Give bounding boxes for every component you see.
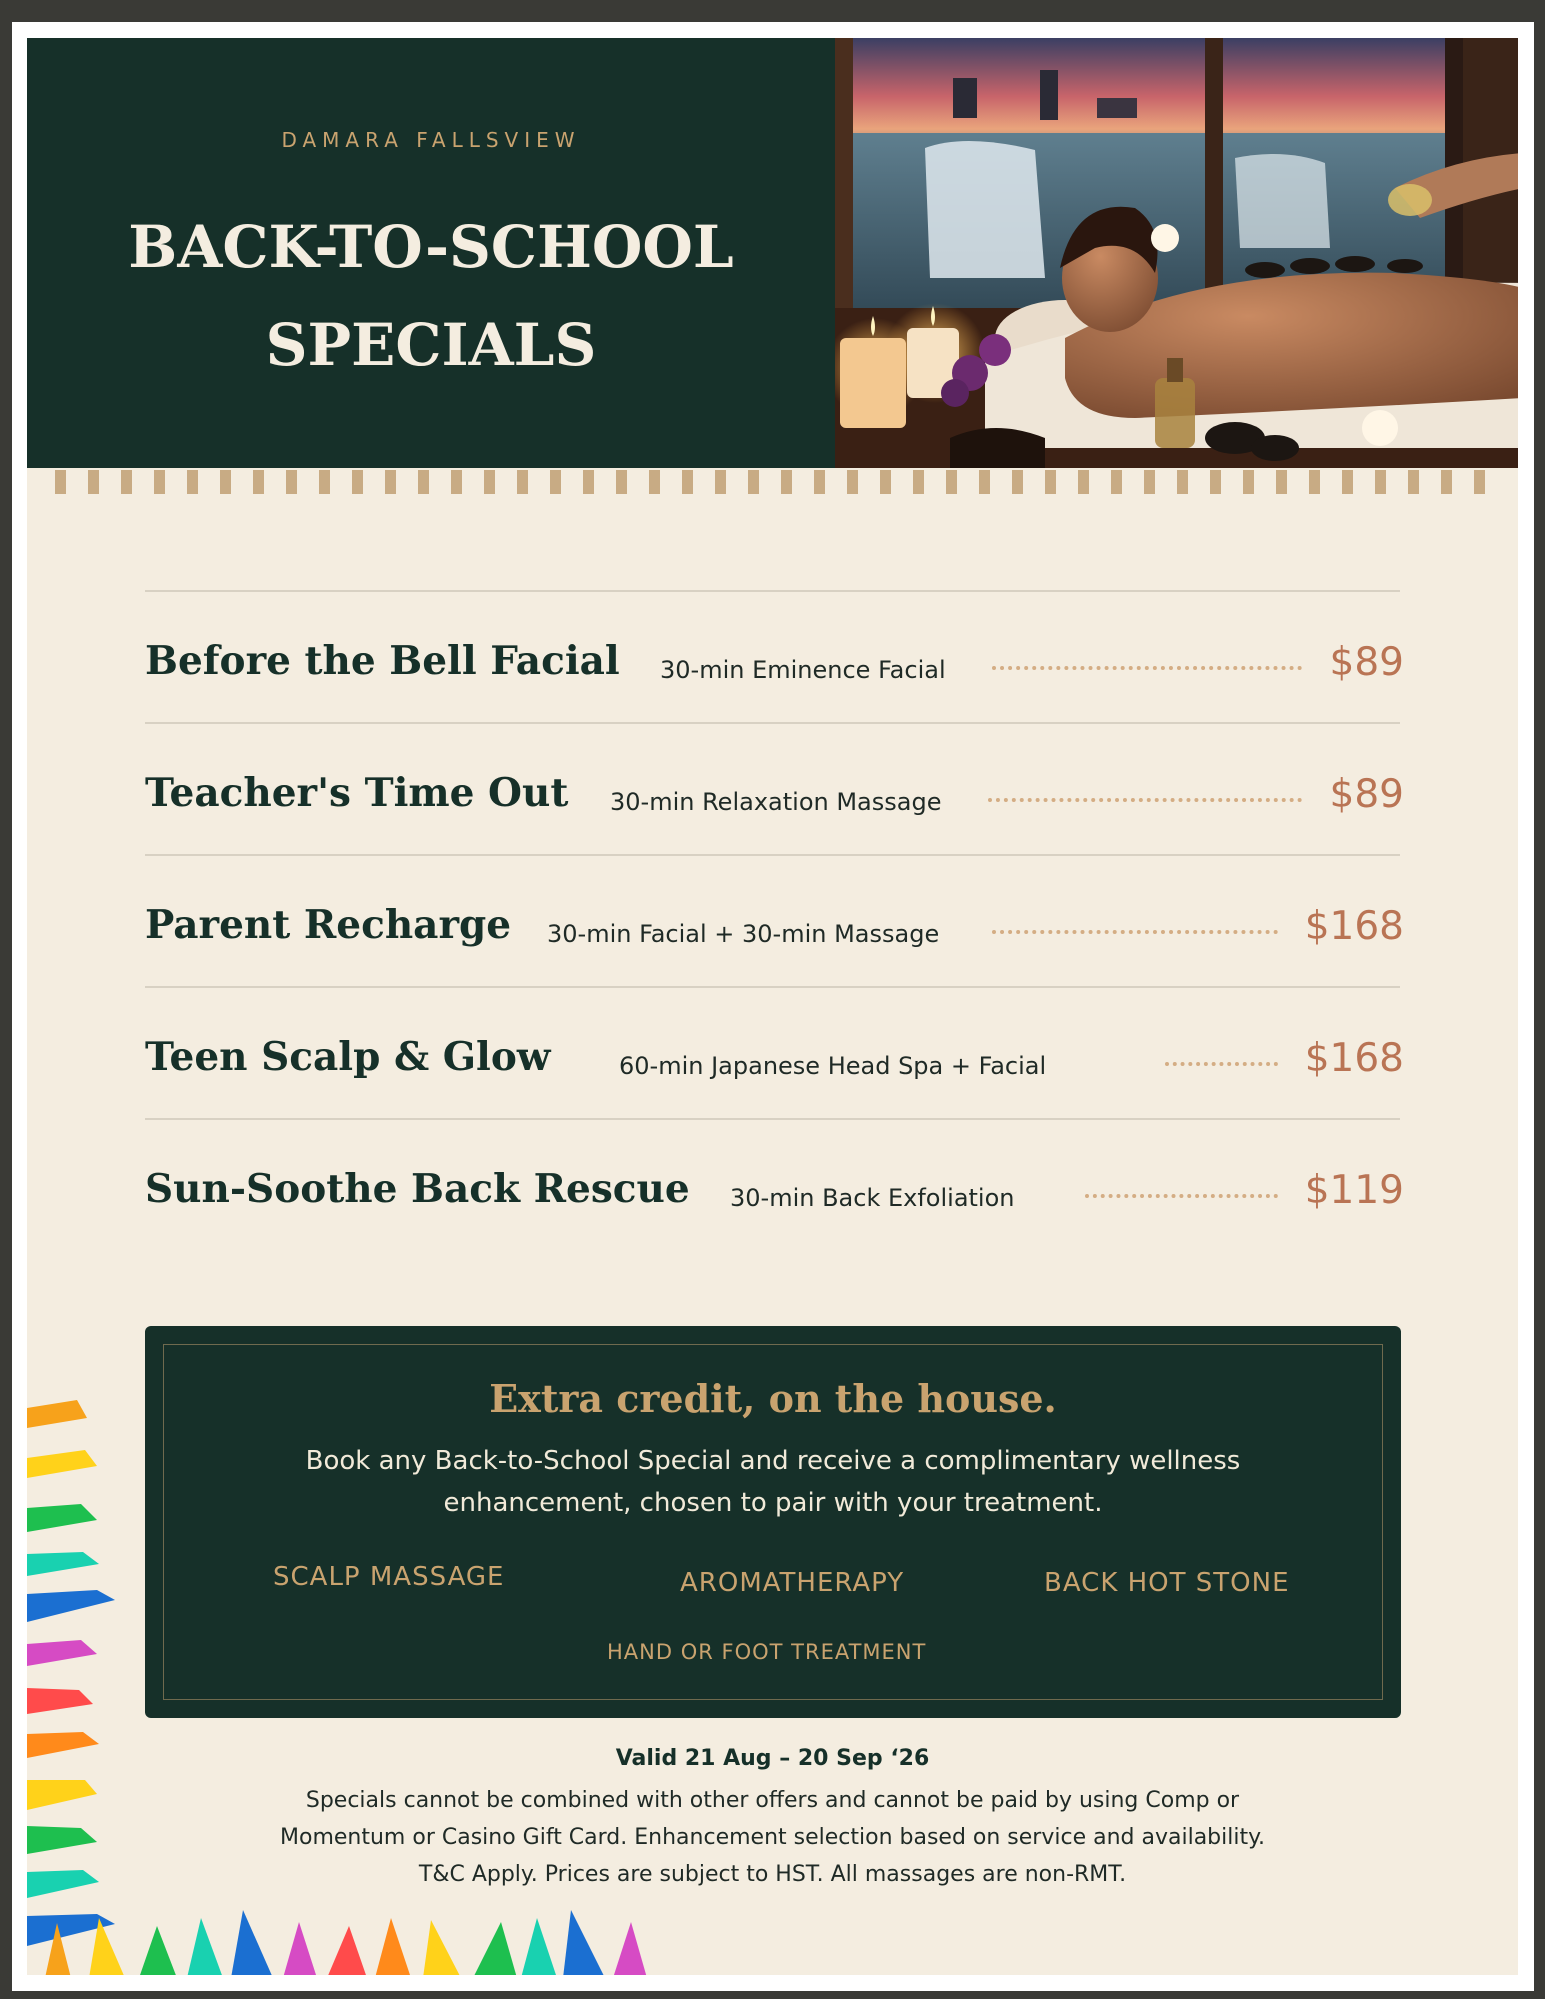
specials-menu (145, 590, 1404, 1250)
menu-item (145, 1120, 1404, 1250)
menu-item-name: Teen Scalp & Glow (145, 1034, 551, 1080)
menu-item-price: $168 (1304, 1036, 1404, 1081)
header-panel (27, 38, 835, 468)
offer-title: Extra credit, on the house. (489, 1376, 1057, 1421)
menu-item-description: 30-min Eminence Facial (660, 656, 946, 684)
menu-item (145, 856, 1404, 988)
headline (27, 198, 835, 394)
menu-item-description: 60-min Japanese Head Spa + Facial (619, 1052, 1047, 1080)
terms-line-1: Specials cannot be combined with other offers and cannot be paid by using Comp or (305, 1788, 1240, 1813)
menu-item-description: 30-min Back Exfoliation (730, 1184, 1015, 1212)
menu-item-price: $168 (1304, 904, 1404, 949)
menu-item-leader-dots (992, 930, 1278, 934)
menu-item-price: $89 (1329, 640, 1404, 685)
pencils-decoration (27, 1378, 647, 1975)
validity-dates: Valid 21 Aug – 20 Sep ‘26 (615, 1746, 930, 1771)
brand-name: DAMARA FALLSVIEW (281, 128, 581, 152)
spa-photo (835, 38, 1518, 468)
enhancement-aromatherapy: AROMATHERAPY (680, 1568, 905, 1598)
menu-item-leader-dots (988, 798, 1302, 802)
menu-item-price: $119 (1304, 1168, 1404, 1213)
pencil-icon (45, 1910, 647, 1975)
enhancement-hand-or-foot: HAND OR FOOT TREATMENT (607, 1640, 927, 1664)
terms-line-2: Momentum or Casino Gift Card. Enhancement selection based on service and availability. (280, 1825, 1265, 1850)
headline-line-2: SPECIALS (265, 311, 597, 379)
offer-text-line-2: enhancement, chosen to pair with your treatment. (443, 1488, 1103, 1518)
menu-item-leader-dots (1085, 1194, 1278, 1198)
menu-item-description: 30-min Relaxation Massage (610, 788, 942, 816)
headline-line-1: BACK-TO-SCHOOL (128, 213, 734, 281)
menu-item-leader-dots (992, 666, 1302, 670)
enhancement-scalp-massage: SCALP MASSAGE (273, 1562, 505, 1592)
menu-item-price: $89 (1329, 772, 1404, 817)
menu-item (145, 592, 1404, 724)
pencil-icon (27, 1400, 115, 1946)
menu-item-leader-dots (1165, 1062, 1278, 1066)
perforation-border (55, 470, 1505, 494)
menu-item-description: 30-min Facial + 30-min Massage (547, 920, 940, 948)
menu-item-name: Before the Bell Facial (145, 638, 620, 684)
spa-photo-illustration (835, 38, 1518, 468)
menu-item-name: Teacher's Time Out (145, 770, 569, 816)
menu-item-name: Parent Recharge (145, 902, 512, 948)
menu-item (145, 988, 1404, 1120)
menu-item (145, 724, 1404, 856)
poster (27, 38, 1518, 1975)
offer-text-line-1: Book any Back-to-School Special and receive a complimentary wellness (305, 1446, 1241, 1476)
enhancement-back-hot-stone: BACK HOT STONE (1044, 1568, 1290, 1598)
terms-line-3: T&C Apply. Prices are subject to HST. All massages are non-RMT. (418, 1862, 1127, 1887)
menu-item-name: Sun-Soothe Back Rescue (145, 1166, 690, 1212)
